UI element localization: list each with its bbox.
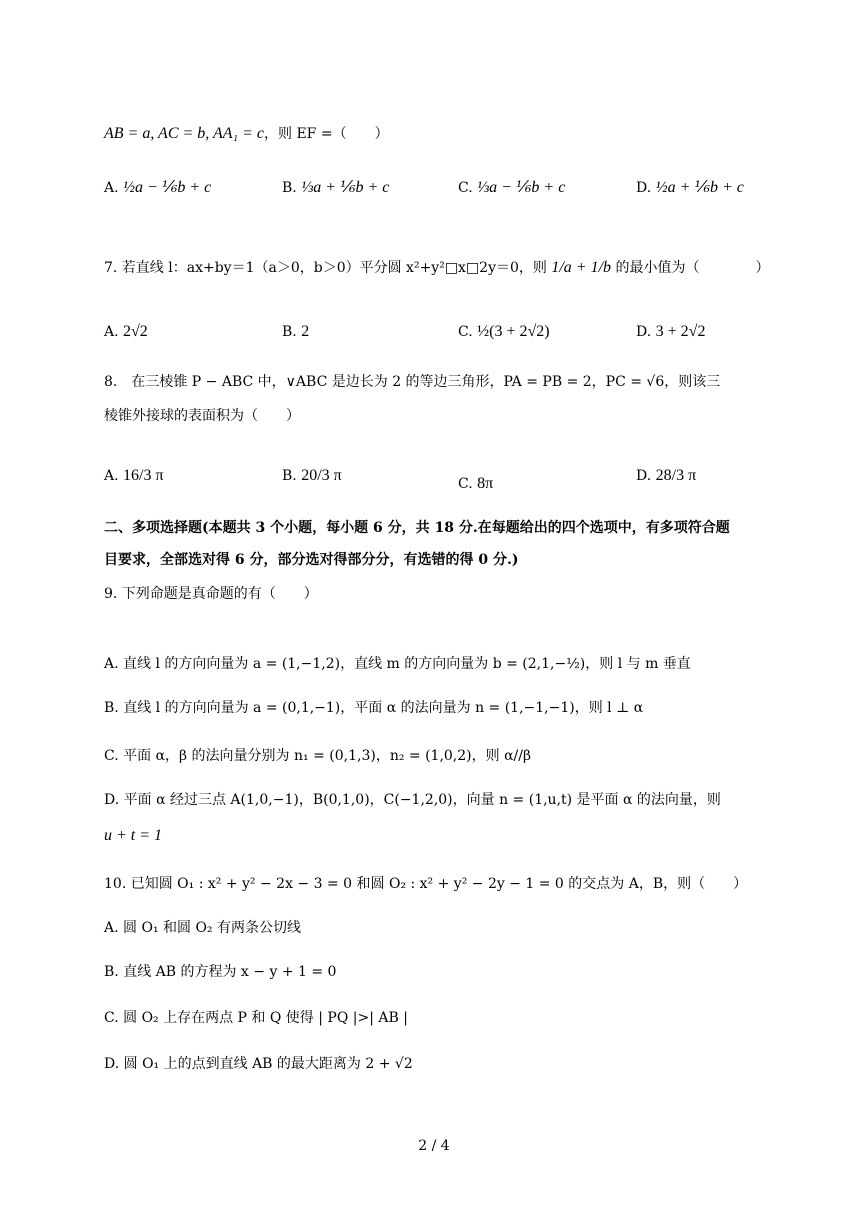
q10-option-b: B. 直线 AB 的方程为 x − y + 1 = 0 (104, 964, 337, 980)
q6-stem (104, 124, 389, 144)
q7-option-b: B. 2 (282, 323, 310, 340)
q7-option-d: D. 3 + 2√2 (636, 323, 706, 340)
q6-stem-math: AB = a, AC = b, AA₁ = c (104, 125, 265, 142)
q7-fraction: 1/a + 1/b (551, 259, 612, 276)
q9-option-d-line2: u + t = 1 (104, 827, 163, 844)
q9-stem: 9. 下列命题是真命题的有（ ） (104, 586, 318, 602)
q9-option-b: B. 直线 l 的方向向量为 a = (0,1,−1)，平面 α 的法向量为 n = (1,−1,−1)，则 l ⊥ α (104, 700, 644, 716)
q10-option-d: D. 圆 O₁ 上的点到直线 AB 的最大距离为 2 + √2 (104, 1056, 413, 1072)
q8-option-b: B. 20/3 π (282, 467, 342, 484)
q7-option-a: A. 2√2 (104, 323, 148, 340)
q10-stem: 10. 已知圆 O₁ : x² + y² − 2x − 3 = 0 和圆 O₂ : x² + y² − 2y − 1 = 0 的交点为 A，B，则（ ） (104, 876, 748, 892)
q7-stem: 7. 若直线 l：ax+by＝1（a＞0，b＞0）平分圆 x²+y²□x□2y＝0，则 1/a + 1/b 的最小值为（ ） (104, 259, 770, 276)
q8-stem-line1: 8. 在三棱锥 P − ABC 中，∨ABC 是边长为 2 的等边三角形，PA = PB = 2，PC = √6，则该三 (104, 374, 721, 390)
q9-option-a: A. 直线 l 的方向向量为 a = (1,−1,2)，直线 m 的方向向量为 b = (2,1,−½)，则 l 与 m 垂直 (104, 656, 691, 672)
q8-option-d: D. 28/3 π (636, 467, 697, 484)
q6-option-a: A. ½a − ⅙b + c (104, 179, 212, 196)
q10-option-a: A. 圆 O₁ 和圆 O₂ 有两条公切线 (104, 920, 301, 936)
q9-option-d-line1: D. 平面 α 经过三点 A(1,0,−1)，B(0,1,0)，C(−1,2,0)，向量 n = (1,u,t) 是平面 α 的法向量，则 (104, 792, 721, 808)
section2-header-line1: 二、多项选择题(本题共 3 个小题，每小题 6 分，共 18 分.在每题给出的四个选项中，有多项符合题 (104, 520, 730, 536)
q6-option-d: D. ½a + ⅙b + c (636, 179, 744, 196)
q6-stem-text: ，则 EF =（ ） (264, 126, 389, 142)
q7-option-c: C. ½(3 + 2√2) (458, 323, 550, 340)
page-number: 2 / 4 (418, 1138, 450, 1154)
q9-option-c: C. 平面 α，β 的法向量分别为 n₁ = (0,1,3)，n₂ = (1,0,2)，则 α//β (104, 748, 532, 764)
section2-header-line2: 目要求，全部选对得 6 分，部分选对得部分分，有选错的得 0 分.) (104, 552, 519, 568)
q8-option-c: C. 8π (458, 475, 494, 492)
q6-option-b: B. ⅓a + ⅙b + c (282, 179, 390, 196)
q10-option-c: C. 圆 O₂ 上存在两点 P 和 Q 使得 | PQ |>| AB | (104, 1010, 408, 1026)
q8-option-a: A. 16/3 π (104, 467, 164, 484)
q8-stem-line2: 棱锥外接球的表面积为（ ） (104, 408, 300, 424)
q6-option-c: C. ⅓a − ⅙b + c (458, 179, 566, 196)
